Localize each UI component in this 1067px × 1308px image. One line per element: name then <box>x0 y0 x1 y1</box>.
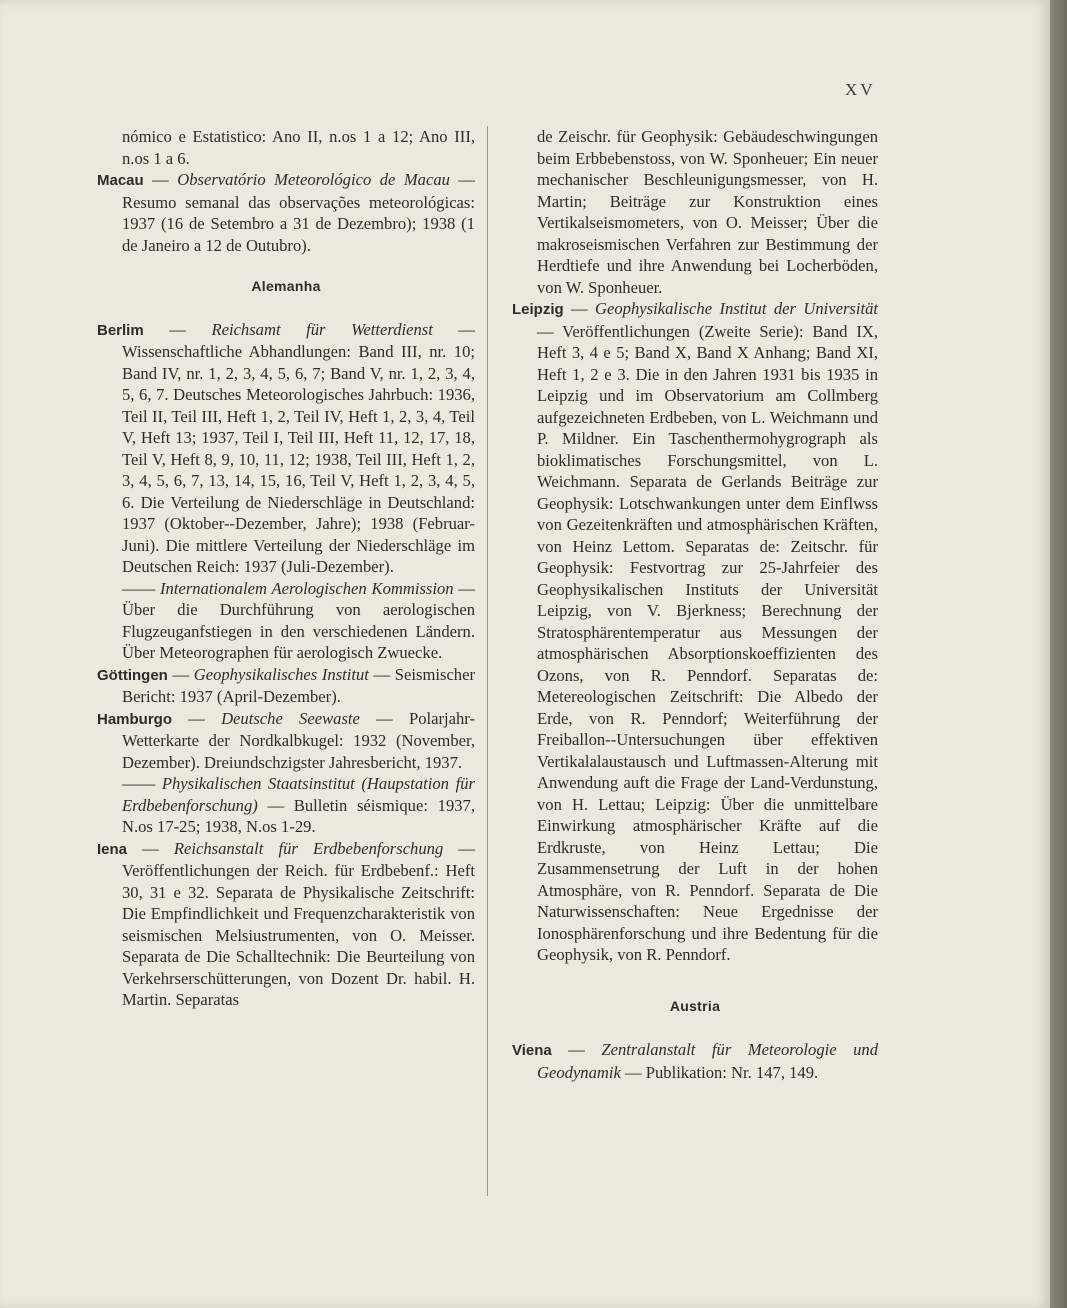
institution-name: Reichsamt für Wetterdienst <box>211 319 433 339</box>
institution-name: Geophysikalische Institut der Universität <box>595 299 879 318</box>
place-name: Viena <box>512 1042 552 1059</box>
entry-hamburgo-2 <box>97 773 475 838</box>
institution-name: Observatório Meteorológico de Macau <box>177 170 450 189</box>
separator: — <box>172 708 222 728</box>
entry-text: — Publikation: Nr. 147, 149. <box>620 1062 819 1082</box>
institution-name: Physikalischen Staatsinstitut (Haupstation für Erdbebenforschung) <box>122 774 475 815</box>
separator: — <box>127 838 174 858</box>
page-number: XV <box>845 80 876 99</box>
entry-text: — Seismischer Bericht: 1937 (April-Dezember). <box>122 664 475 706</box>
section-heading: Alemanha <box>251 278 321 294</box>
separator: — <box>143 170 178 189</box>
institution-name: Zentralanstalt für Meteorologie und Geodynamik <box>537 1040 878 1082</box>
institution-name: Internationalem Aerologischen Kommission <box>160 578 454 598</box>
ditto-dash: —— <box>122 774 162 793</box>
separator: — <box>551 1040 602 1059</box>
entry-gottingen <box>97 664 475 708</box>
entry-continuation: nómico e Estatistico: Ano II, n.os 1 a 12; Ano III, n.os 1 a 6. <box>122 127 475 168</box>
left-column <box>97 126 475 1011</box>
institution-name: Geophysikalisches Institut <box>193 664 369 684</box>
entry-text: — Über die Durchführung von aerologischen Flugzeuganfstiegen in den verschiedenen Ländern. Über Meteorographen für aerologisch Zwuecke. <box>122 578 475 662</box>
separator: — <box>143 319 212 339</box>
column-divider <box>487 126 488 1196</box>
right-column <box>512 126 878 1083</box>
entry-leipzig <box>512 298 878 966</box>
entry-text: — Veröffentlichungen der Reich. für Erdbebenf.: Heft 30, 31 e 32. Separata de Physikalische Zeitschrift: Die Empfindlichkeit und Frequenzcharakteristik von seismischen Melsiustrumenten, von O. Meisser. Separata de Die Schalltechnik: Die Beurteilung von Verkehrserschütterungen, von Dozent Dr. habil. H. Martin. Separatas <box>122 838 475 1009</box>
entry-hamburgo <box>97 708 475 774</box>
entry-text: — Veröffentlichungen (Zweite Serie): Band IX, Heft 3, 4 e 5; Band X, Band X Anhang; Band XI, Heft 1, 2 e 3. Die in den Jahren 1931 bis 1935 in Leipzig und im Observatorium am Collmberg aufgezeichneten Erdbeben, von L. Weichmann und P. Mildner. Ein Taschenthermohygrograph als bioklimatisches Forschungsmittel, von L. Weichmann. Separata de Gerlands Beiträge zur Geophysik: Lotschwankungen unter dem Einflwss von Gezeitenkräften und atmosphärischen Kräften, von Heinz Lettom. Separatas de: Zeitschr. für Geophysik: Festvortrag zur 25-Jahrfeier des Geophysikalischen Instituts der Universität Leipzig, von V. Bjerkness; Berechnung der Stratosphärentemperatur aus Messungen der atmosphärischen Absorptionskoeffizienten des Ozons, von R. Penndorf. Separatas de: Metereologischen Zeitschrift: Die Albedo der Erde, von R. Penndorf; Weiterführung der Freiballon--Untersuchungen über effektiven Vertikalalaustausch und Luftmassen-Alterung mit Anwendung auft die Frage der Land-Verdunstung, von H. Lettau; Leipzig: Über die unmittelbare Einwirkung atmosphärischer Kräfte auf die Erdkruste, von Heinz Lettau; Die Zusammensetrung der Luft in der hohen Atmosphäre, von R. Penndorf. Separata de Die Naturwissenschaften: Neue Ergednisse der Ionosphärenforschung und ihre Bedentung für die Geophysik, von R. Penndorf. <box>537 321 878 964</box>
entry-berlim <box>97 319 475 578</box>
entry-berlim-2 <box>97 578 475 664</box>
page-edge <box>1050 0 1067 1308</box>
place-name: Leipzig <box>512 301 564 318</box>
ditto-dash: —— <box>122 578 161 598</box>
institution-name: Deutsche Seewaste <box>221 708 360 728</box>
entry-text: — Bulletin séismique: 1937, N.os 17-25; 1938, N.os 1-29. <box>122 795 475 836</box>
place-name: Macau <box>97 172 144 189</box>
section-heading: Austria <box>669 997 721 1014</box>
entry-text: — Resumo semanal das observações meteorológicas: 1937 (16 de Setembro a 31 de Dezembro); 1938 (1 de Janeiro a 12 de Outubro). <box>122 170 475 255</box>
place-name: Iena <box>97 840 128 858</box>
separator: — <box>563 299 596 318</box>
entry-continuation: de Zeischr. für Geophysik: Gebäudeschwingungen beim Erbbebenstoss, von W. Sponheuer; Ein neuer mechanischer Beschleunigungsmesser, von H. Martin; Beiträge zur Konstruktion eines Vertikalseismometers, von O. Meisser; Über die makroseismischen Verfahren zur Bestimmung der Herdtiefe und ihre Anwendung bei Locherböden, von W. Sponheuer. <box>537 127 878 297</box>
place-name: Berlim <box>97 321 144 339</box>
entry-viena <box>512 1039 878 1083</box>
entry-text: — Polarjahr-Wetterkarte der Nordkalbkugel: 1932 (November, Dezember). Dreiundschzigster Jahresbericht, 1937. <box>122 708 475 772</box>
entry-macau <box>97 169 475 256</box>
institution-name: Reichsanstalt für Erdbebenforschung <box>173 838 444 858</box>
place-name: Göttingen <box>97 666 168 684</box>
entry-iena <box>97 838 475 1011</box>
place-name: Hamburgo <box>97 710 172 728</box>
entry-text: — Wissenschaftliche Abhandlungen: Band III, nr. 10; Band IV, nr. 1, 2, 3, 4, 5, 6, 7; Band V, nr. 1, 2, 3, 4, 5, 6, 7. Deutsches Meteorologisches Jahrbuch: 1936, Teil II, Teil III, Heft 1, 2, Teil IV, Heft 1, 2, 3, 4, Teil V, Heft 13; 1937, Teil I, Teil III, Heft 11, 12, 17, 18, Teil V, Heft 8, 9, 10, 11, 12; 1938, Teil III, Heft 1, 2, 3, 4, 5, 6, 7, 13, 14, 15, 16, Teil V, Heft 1, 2, 3, 4, 5, 6. Die Verteilung de Niederschläge in Deutschland: 1937 (Oktober--Dezember, Jahre); 1938 (Februar-Juni). Die mittlere Verteilung der Niederschläge im Deutschen Reich: 1937 (Juli-Dezember). <box>122 319 476 576</box>
separator: — <box>167 664 194 684</box>
